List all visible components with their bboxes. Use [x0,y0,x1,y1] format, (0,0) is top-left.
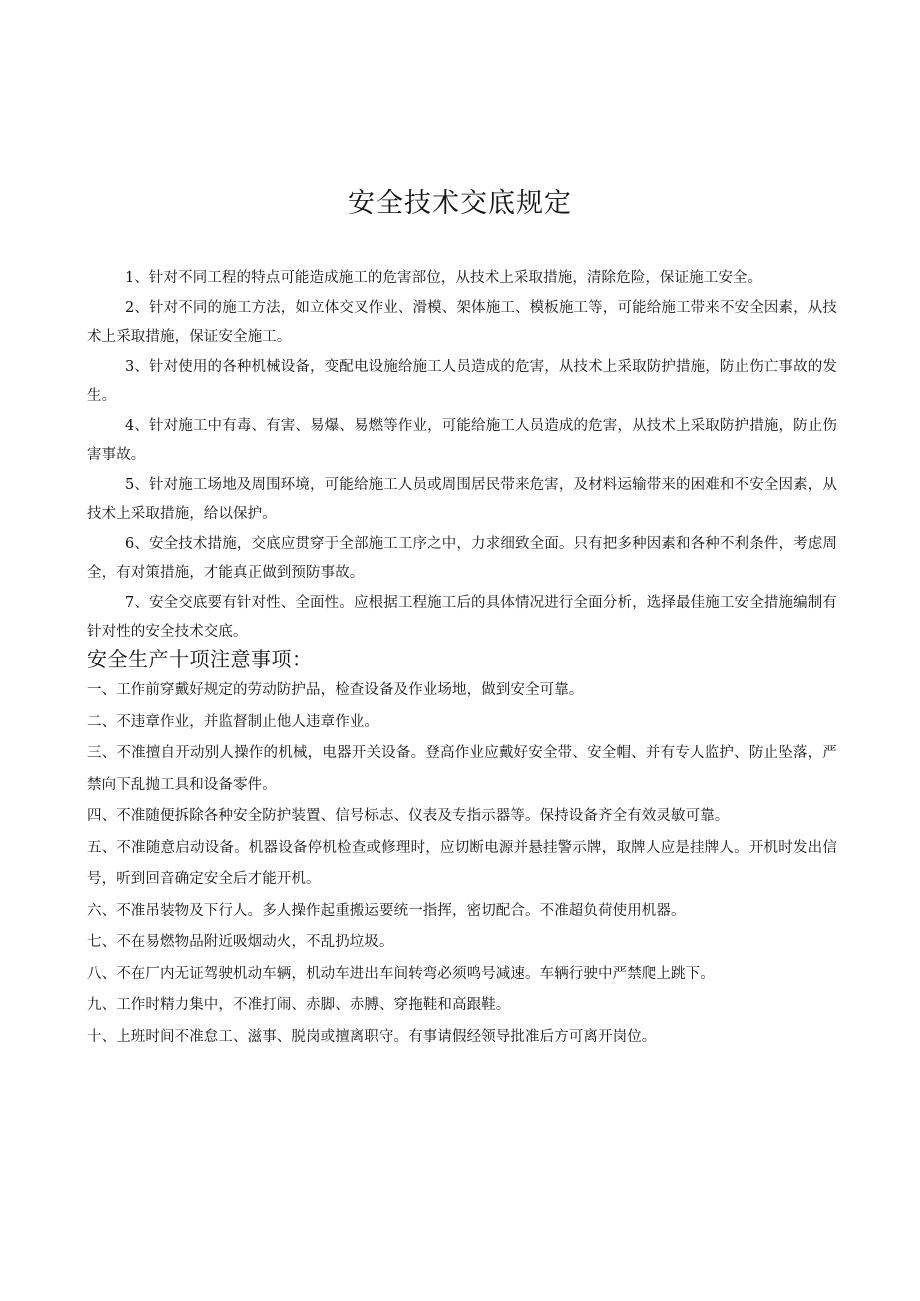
rules-list [87,264,837,648]
safety-item: 三、不准擅自开动别人操作的机械，电器开关设备。登高作业应戴好安全带、安全帽、并有专人监护、防止坠落，严禁向下乱抛工具和设备零件。 [87,745,837,793]
rule-paragraph: 7、安全交底要有针对性、全面性。应根据工程施工后的具体情况进行全面分析，选择最佳施工安全措施编制有针对性的安全技术交底。 [87,594,837,640]
rule-paragraph: 4、针对施工中有毒、有害、易爆、易燃等作业，可能给施工人员造成的危害，从技术上采取防护措施，防止伤害事故。 [87,417,837,463]
safety-item: 五、不准随意启动设备。机器设备停机检查或修理时，应切断电源并悬挂警示牌，取牌人应是挂牌人。开机时发出信号，听到回音确定安全后才能开机。 [87,839,837,887]
safety-item: 十、上班时间不准怠工、滋事、脱岗或擅离职守。有事请假经领导批准后方可离开岗位。 [87,1028,657,1045]
rule-paragraph: 2、针对不同的施工方法，如立体交叉作业、滑模、架体施工、模板施工等，可能给施工带来不安全因素，从技术上采取措施，保证安全施工。 [87,299,837,345]
safety-items-list [87,675,837,1053]
rule-paragraph: 3、针对使用的各种机械设备，变配电设施给施工人员造成的危害，从技术上采取防护措施，防止伤亡事故的发生。 [87,358,837,404]
rule-paragraph: 5、针对施工场地及周围环境，可能给施工人员或周围居民带来危害，及材料运输带来的困难和不安全因素，从技术上采取措施，给以保护。 [87,476,837,522]
safety-item: 七、不在易燃物品附近吸烟动火，不乱扔垃圾。 [87,934,394,950]
safety-item: 四、不准随便拆除各种安全防护装置、信号标志、仪表及专指示器等。保持设备齐全有效灵敏可靠。 [87,808,730,824]
section-heading: 安全生产十项注意事项： [87,647,313,671]
rule-paragraph: 6、安全技术措施，交底应贯穿于全部施工工序之中，力求细致全面。只有把多种因素和各种不利条件，考虑周全，有对策措施，才能真正做到预防事故。 [87,535,837,581]
safety-item: 九、工作时精力集中，不准打闹、赤脚、赤膊、穿拖鞋和高跟鞋。 [87,997,511,1013]
safety-item: 二、不违章作业，并监督制止他人违章作业。 [87,713,379,730]
safety-item: 一、工作前穿戴好规定的劳动防护品，检查设备及作业场地，做到安全可靠。 [87,682,584,698]
safety-item: 八、不在厂内无证驾驶机动车辆，机动车进出车间转弯必须鸣号减速。车辆行驶中严禁爬上跳下。 [87,965,715,982]
rule-paragraph: 1、针对不同工程的特点可能造成施工的危害部位，从技术上采取措施，清除危险，保证施工安全。 [125,270,763,286]
page-title: 安全技术交底规定 [348,188,572,219]
safety-item: 六、不准吊装物及下行人。多人操作起重搬运要统一指挥，密切配合。不准超负荷使用机器。 [87,902,686,919]
